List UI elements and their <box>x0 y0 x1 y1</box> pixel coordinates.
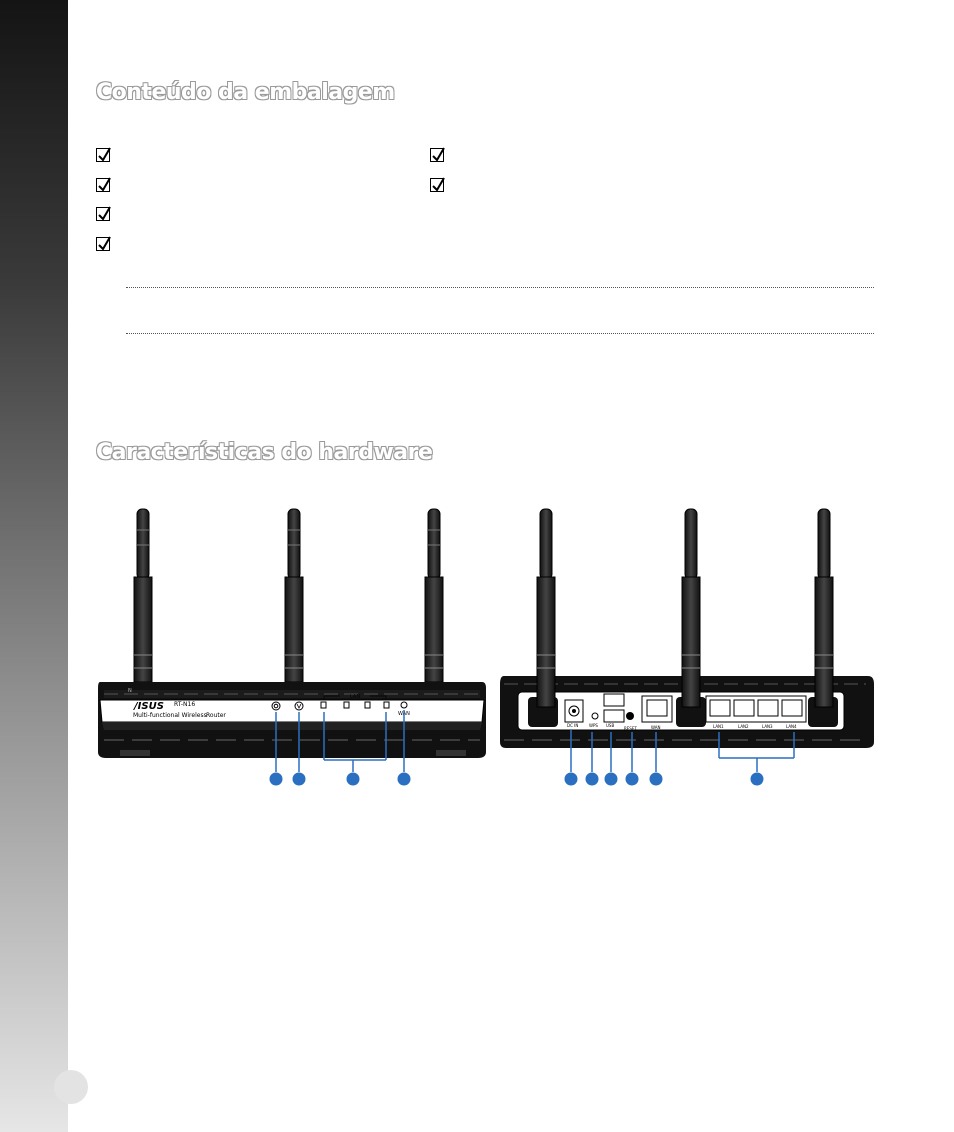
callout-marker-icon <box>605 773 618 786</box>
wan-label: WAN <box>398 711 410 717</box>
lan-label: LAN <box>350 694 361 700</box>
svg-text:N: N <box>128 688 132 694</box>
lan1-label: LAN1 <box>713 724 724 729</box>
product-type-label: Router <box>206 712 226 719</box>
lan4-label: LAN4 <box>786 724 797 729</box>
dc-in-label: DC IN <box>567 723 579 728</box>
callout-marker-icon <box>626 773 639 786</box>
callout-marker-icon <box>586 773 599 786</box>
antenna-icon <box>815 509 833 707</box>
wan-port-label: WAN <box>651 725 661 730</box>
callout-marker-icon <box>565 773 578 786</box>
rear-router-illustration <box>500 509 874 786</box>
reset-button-icon <box>626 712 634 720</box>
reset-label: RESET <box>624 726 637 731</box>
antenna-icon <box>537 509 555 707</box>
callout-marker-icon <box>293 773 306 786</box>
antenna-icon <box>285 509 303 682</box>
wps-label: WPS <box>589 723 598 728</box>
package-contents-heading: Conteúdo da embalagem <box>96 80 395 105</box>
front-router-illustration <box>98 509 486 786</box>
callout-marker-icon <box>398 773 411 786</box>
antenna-icon <box>425 509 443 682</box>
usb-port-icon <box>604 694 624 706</box>
callout-marker-icon <box>751 773 764 786</box>
usb-port-icon <box>604 710 624 722</box>
brand-logo: /ISUS <box>134 701 164 712</box>
hardware-features-heading: Características do hardware <box>96 440 433 465</box>
lan3-label: LAN3 <box>762 724 773 729</box>
callout-marker-icon <box>347 773 360 786</box>
usb-label: USB <box>606 723 615 728</box>
antenna-icon <box>682 509 700 707</box>
callout-marker-icon <box>270 773 283 786</box>
lan2-label: LAN2 <box>738 724 749 729</box>
product-line-label: Multi-functional Wireless <box>133 712 207 719</box>
model-label: RT-N16 <box>174 701 196 708</box>
callout-marker-icon <box>650 773 663 786</box>
antenna-icon <box>134 509 152 682</box>
